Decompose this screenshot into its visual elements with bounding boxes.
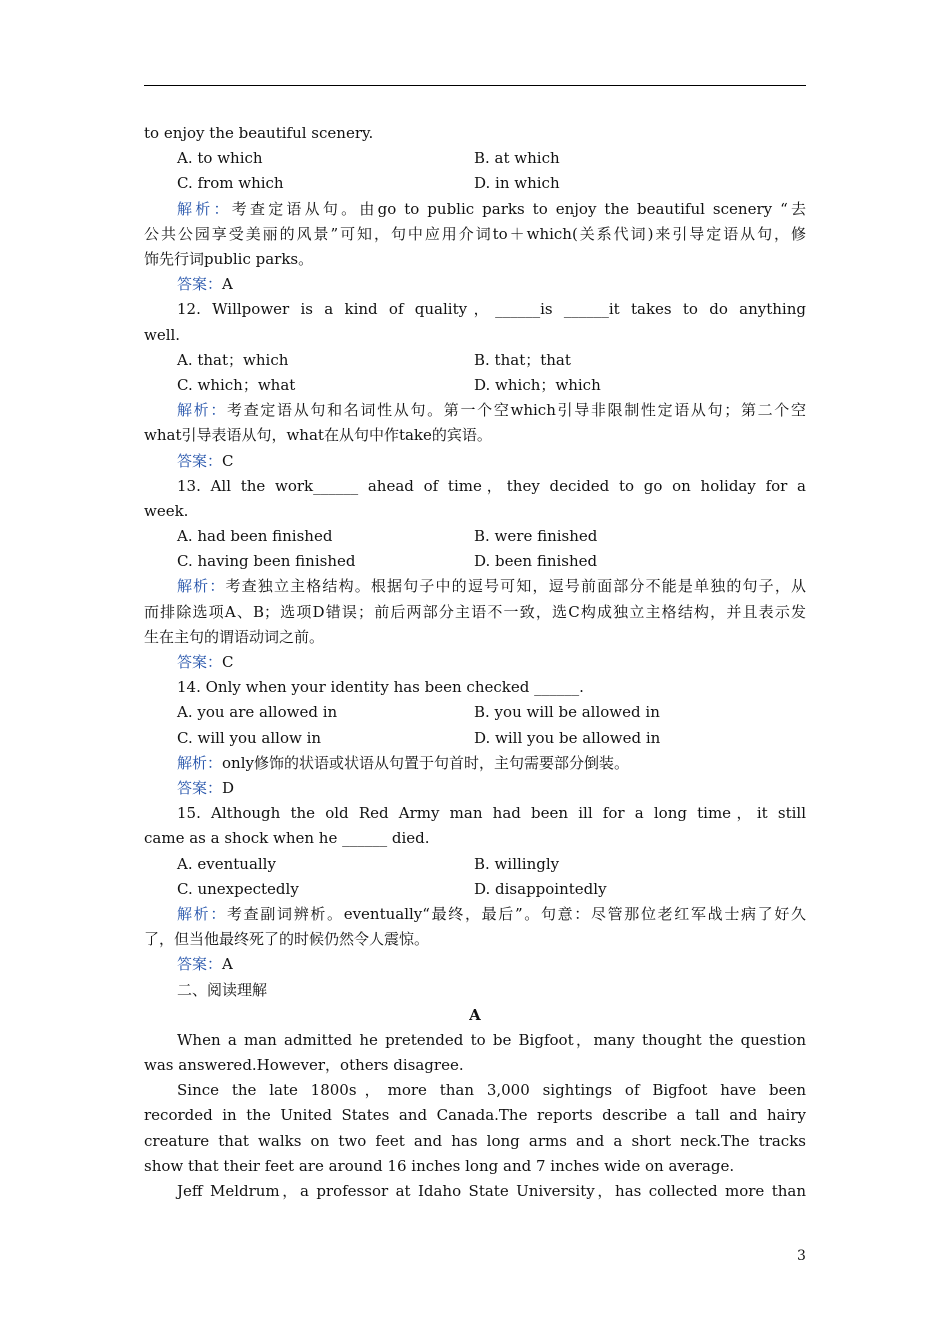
explanation-line: 了，但当他最终死了的时候仍然令人震惊。: [144, 930, 430, 949]
answer-value: D: [222, 779, 235, 797]
text-line: to enjoy the beautiful scenery.: [144, 124, 374, 142]
question-line: well.: [144, 325, 181, 344]
option-c: C. from which: [177, 174, 284, 193]
explanation-line: 公共公园享受美丽的风景”可知，句中应用介词to＋which(关系代词)来引导定语从句，修: [144, 224, 806, 243]
option-row: [144, 524, 806, 549]
option-d: D. which；which: [474, 375, 601, 394]
option-c: C. will you allow in: [177, 728, 322, 747]
explanation-tag: 解析：: [177, 904, 228, 923]
explanation-line: 而排除选项A、B；选项D错误；前后两部分主语不一致，选C构成独立主格结构，并且表示发: [144, 602, 806, 621]
option-row: [144, 877, 806, 902]
option-c: C. which；what: [177, 375, 296, 394]
question-line: 14. Only when your identity has been checked ______.: [177, 678, 584, 697]
answer-tag: 答案：: [177, 275, 223, 294]
option-a: A. to which: [177, 149, 263, 168]
answer-tag: 答案：: [177, 955, 223, 974]
explanation-tag: 解析：: [177, 401, 228, 420]
explanation-text: only修饰的状语或状语从句置于句首时，主句需要部分倒装。: [222, 753, 629, 772]
passage-line: When a man admitted he pretended to be Bigfoot，many thought the question: [177, 1030, 806, 1049]
explanation-tag: 解析：: [177, 577, 226, 596]
option-row: [144, 348, 806, 373]
option-a: A. eventually: [177, 854, 276, 873]
option-row: [144, 171, 806, 196]
answer-tag: 答案：: [177, 451, 223, 470]
explanation-text: 考查独立主格结构。根据句子中的逗号可知，逗号前面部分不能是单独的句子，从: [225, 577, 806, 596]
page-number: 3: [797, 1248, 806, 1264]
option-a: A. had been finished: [177, 527, 333, 546]
option-b: B. that；that: [474, 350, 571, 369]
option-c: C. having been finished: [177, 552, 356, 571]
option-d: D. disappointedly: [474, 879, 607, 898]
answer-line: [144, 776, 806, 801]
explanation-text: 考查副词辨析。eventually“最终，最后”。句意：尽管那位老红军战士病了好久: [227, 904, 806, 923]
question-line: came as a shock when he ______ died.: [144, 829, 430, 848]
explanation-line: [144, 751, 806, 776]
explanation-text: 考查定语从句。由go to public parks to enjoy the beautiful scenery “去: [231, 199, 806, 218]
page-content: [144, 121, 806, 1204]
explanation-tag: 解析：: [177, 753, 223, 772]
passage-line: show that their feet are around 16 inches long and 7 inches wide on average.: [144, 1156, 735, 1175]
option-row: [144, 146, 806, 171]
passage-line: was answered.However，others disagree.: [144, 1056, 464, 1075]
explanation-tag: 解析：: [177, 199, 232, 218]
option-row: [144, 726, 806, 751]
option-row: [144, 549, 806, 574]
option-row: [144, 852, 806, 877]
question-line: 15. Although the old Red Army man had been ill for a long time，it still: [177, 804, 806, 823]
question-line: week.: [144, 501, 189, 520]
explanation-text: 考查定语从句和名词性从句。第一个空which引导非限制性定语从句；第二个空: [227, 401, 806, 420]
answer-value: A: [222, 955, 233, 974]
option-d: D. been finished: [474, 552, 598, 571]
answer-tag: 答案：: [177, 779, 223, 797]
option-row: [144, 373, 806, 398]
question-line: 12. Willpower is a kind of quality，______is ______it takes to do anything: [177, 300, 806, 319]
answer-line: [144, 449, 806, 474]
option-b: B. at which: [474, 149, 560, 168]
answer-tag: 答案：: [177, 653, 223, 672]
explanation-line: [144, 197, 806, 222]
option-b: B. willingly: [474, 854, 560, 873]
answer-value: A: [222, 275, 233, 294]
answer-value: C: [222, 451, 234, 470]
passage-label: A: [469, 1005, 481, 1024]
option-a: A. you are allowed in: [177, 703, 338, 722]
answer-line: [144, 272, 806, 297]
passage-line: recorded in the United States and Canada.The reports describe a tall and hairy: [144, 1106, 806, 1125]
passage-line: Jeff Meldrum，a professor at Idaho State University，has collected more than: [177, 1182, 806, 1201]
option-c: C. unexpectedly: [177, 879, 299, 898]
passage-line: creature that walks on two feet and has long arms and a short neck.The tracks: [144, 1131, 806, 1150]
option-d: D. in which: [474, 174, 560, 193]
option-d: D. will you be allowed in: [474, 728, 661, 747]
option-row: [144, 700, 806, 725]
option-b: B. were finished: [474, 527, 598, 546]
explanation-line: [144, 574, 806, 599]
section-heading: 二、阅读理解: [177, 980, 268, 999]
option-a: A. that；which: [177, 350, 289, 369]
header-rule: [144, 85, 806, 86]
explanation-line: what引导表语从句，what在从句中作take的宾语。: [144, 426, 492, 445]
explanation-line: [144, 398, 806, 423]
question-line: 13. All the work______ ahead of time，they decided to go on holiday for a: [177, 476, 806, 495]
answer-value: C: [222, 653, 234, 672]
explanation-line: [144, 902, 806, 927]
answer-line: [144, 952, 806, 977]
explanation-line: 饰先行词public parks。: [144, 249, 314, 268]
passage-line: Since the late 1800s，more than 3,000 sightings of Bigfoot have been: [177, 1081, 806, 1100]
explanation-line: 生在主句的谓语动词之前。: [144, 627, 325, 646]
option-b: B. you will be allowed in: [474, 703, 660, 722]
answer-line: [144, 650, 806, 675]
